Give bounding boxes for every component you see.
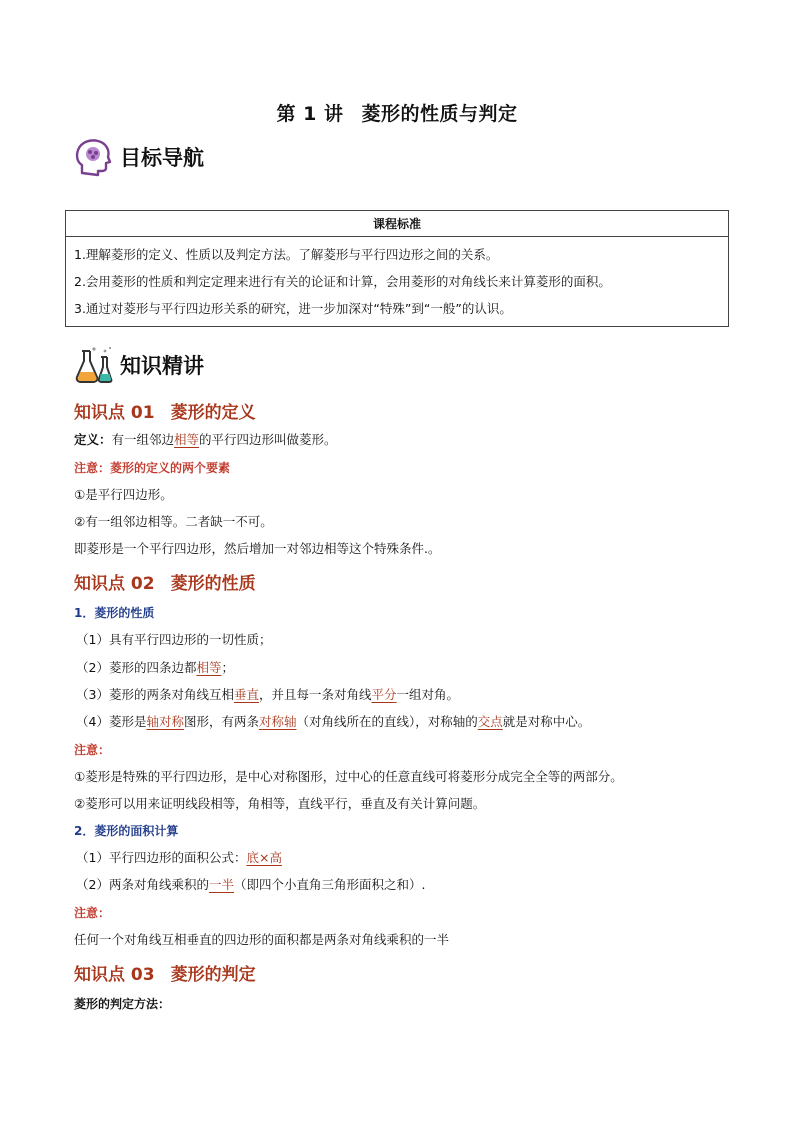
section-goal-header <box>74 137 204 177</box>
property-item: （1）具有平行四边形的一切性质； <box>76 632 272 647</box>
underlined-term: 相等 <box>174 432 200 447</box>
property-item <box>76 713 590 731</box>
definition-label: 定义： <box>74 432 112 447</box>
judgement-methods-label: 菱形的判定方法： <box>74 997 171 1011</box>
summary-line: 即菱形是一个平行四边形，然后增加一对邻边相等这个特殊条件.。 <box>74 541 441 556</box>
text: （3）菱形的两条对角线互相 <box>76 687 234 702</box>
section-knowledge-header <box>74 345 204 385</box>
text: ，并且每一条对角线 <box>258 687 372 702</box>
note-item: 任何一个对角线互相垂直的四边形的面积都是两条对角线乘积的一半 <box>74 932 450 947</box>
property-item <box>76 686 459 704</box>
underlined-term: 相等 <box>196 660 222 675</box>
knowledge-point-01-heading <box>74 398 256 423</box>
list-item: ②有一组邻边相等。二者缺一不可。 <box>74 514 273 529</box>
kp-name: 菱形的判定 <box>170 965 256 985</box>
underlined-term: 交点 <box>477 714 503 729</box>
kp-name: 菱形的定义 <box>170 403 256 423</box>
subheading: 1．菱形的性质 <box>74 606 155 620</box>
area-item <box>76 876 425 894</box>
lab-flask-icon <box>74 345 114 385</box>
kp-name: 菱形的性质 <box>170 574 256 594</box>
underlined-term: 轴对称 <box>146 714 184 729</box>
text: 有一组邻边 <box>111 432 175 447</box>
brain-head-icon <box>74 137 114 177</box>
note-heading: 注意：菱形的定义的两个要素 <box>74 461 231 475</box>
text: 图形，有两条 <box>183 714 259 729</box>
lesson-name: 菱形的性质与判定 <box>361 103 518 125</box>
text: （即四个小直角三角形面积之和）. <box>233 877 426 892</box>
kp-number: 知识点 02 <box>74 574 155 594</box>
section-knowledge-label: 知识精讲 <box>120 354 204 378</box>
text: 就是对称中心。 <box>502 714 591 729</box>
standard-item: 1.理解菱形的定义、性质以及判定方法。了解菱形与平行四边形之间的关系。 <box>74 247 499 262</box>
standards-body <box>66 237 729 327</box>
list-item: ①是平行四边形。 <box>74 487 173 502</box>
definition-line <box>74 431 337 449</box>
text: 的平行四边形叫做菱形。 <box>199 432 337 447</box>
text: ； <box>221 660 234 675</box>
text: （2）菱形的四条边都 <box>76 660 197 675</box>
note-item: ②菱形可以用来证明线段相等，角相等，直线平行，垂直及有关计算问题。 <box>74 796 486 811</box>
underlined-term: 垂直 <box>233 687 259 702</box>
standards-header: 课程标准 <box>66 211 729 237</box>
note-heading: 注意： <box>74 743 111 757</box>
area-item <box>76 849 282 867</box>
note-item: ①菱形是特殊的平行四边形，是中心对称图形，过中心的任意直线可将菱形分成完全全等的两部分。 <box>74 769 623 784</box>
knowledge-point-03-heading <box>74 960 256 985</box>
text: 一组对角。 <box>396 687 460 702</box>
underlined-term: 底×高 <box>246 850 282 865</box>
standard-item: 3.通过对菱形与平行四边形关系的研究，进一步加深对“特殊”到“一般”的认识。 <box>74 301 512 316</box>
text: （1）平行四边形的面积公式： <box>76 850 247 865</box>
text: （4）菱形是 <box>76 714 147 729</box>
note-heading: 注意： <box>74 906 111 920</box>
lesson-number: 第 1 讲 <box>276 103 344 125</box>
kp-number: 知识点 03 <box>74 965 155 985</box>
property-item <box>76 659 234 677</box>
knowledge-point-02-heading <box>74 569 256 594</box>
page-title <box>0 99 794 126</box>
text: （2）两条对角线乘积的 <box>76 877 209 892</box>
subheading: 2．菱形的面积计算 <box>74 824 179 838</box>
text: （对角线所在的直线），对称轴的 <box>296 714 478 729</box>
underlined-term: 对称轴 <box>258 714 297 729</box>
course-standards-table <box>65 210 729 327</box>
kp-number: 知识点 01 <box>74 403 155 423</box>
standard-item: 2.会用菱形的性质和判定定理来进行有关的论证和计算，会用菱形的对角线长来计算菱形的面积。 <box>74 274 611 289</box>
underlined-term: 平分 <box>371 687 397 702</box>
section-goal-label: 目标导航 <box>120 146 204 170</box>
underlined-term: 一半 <box>208 877 234 892</box>
